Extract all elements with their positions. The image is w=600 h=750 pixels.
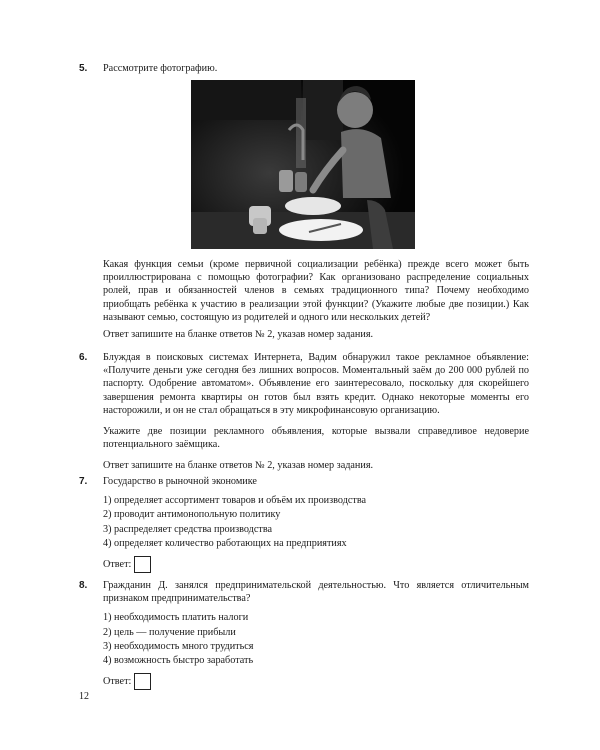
page-number: 12	[79, 691, 89, 702]
answer-option-4: 4) определяет количество работающих на предприятиях	[103, 537, 347, 549]
answer-instruction: Ответ запишите на бланке ответов № 2, указав номер задания.	[103, 329, 374, 341]
question-title: Государство в рыночной экономике	[103, 476, 257, 487]
answer-option-3: 3) необходимость много трудиться	[103, 640, 254, 652]
question-8	[79, 579, 529, 690]
answer-option-4: 4) возможность быстро заработать	[103, 655, 254, 667]
answer-box[interactable]	[134, 673, 151, 690]
answer-option-1: 1) необходимость платить налоги	[103, 612, 249, 624]
question-title: Гражданин Д. занялся предпринимательской деятельностью. Что является отличительным признаком предпринимательства?	[103, 580, 529, 605]
question-5	[79, 62, 529, 81]
question-title: Рассмотрите фотографию.	[103, 63, 218, 74]
question-7	[79, 475, 529, 573]
answer-option-1: 1) определяет ассортимент товаров и объём их производства	[103, 495, 367, 507]
answer-label: Ответ:	[103, 676, 132, 688]
photo-child-washing-dishes	[191, 80, 415, 249]
question-number: 8.	[79, 580, 88, 591]
question-number: 5.	[79, 63, 88, 74]
answer-instruction: Ответ запишите на бланке ответов № 2, указав номер задания.	[103, 460, 374, 472]
question-text: Какая функция семьи (кроме первичной социализации ребёнка) прежде всего может быть проиллюстрирована с помощью фотографии? Как организовано распределение социальных ролей, прав и обязанностей членов в семьях традиционного типа? Почему необходимо приобщать ребёнка к участию в реализации этой функции? (Укажите любые две позиции.) Как называют семью, состоящую из родителей и одного или нескольких детей?	[103, 259, 529, 323]
answer-option-2: 2) цель — получение прибыли	[103, 626, 236, 638]
answer-option-3: 3) распределяет средства производства	[103, 523, 273, 535]
question-number: 6.	[79, 352, 88, 363]
question-text: Блуждая в поисковых системах Интернета, Вадим обнаружил такое рекламное объявление: «Получите деньги уже сегодня без лишних вопросов. Моментальный заём до 200 000 рублей по паспорту. Одобрение автоматом». Объявление его заинтересовало, поскольку для скорейшего завершения ремонта квартиры он готов был взять кредит. Однако некоторые моменты его насторожили, и он не стал обращаться в эту микрофинансовую организацию.	[103, 352, 529, 416]
question-task: Укажите две позиции рекламного объявления, которые вызвали справедливое недоверие потенциального заёмщика.	[103, 426, 529, 451]
question-5-text	[79, 258, 529, 345]
answer-label: Ответ:	[103, 558, 132, 570]
answer-option-2: 2) проводит антимонопольную политику	[103, 509, 281, 521]
answer-box[interactable]	[134, 556, 151, 573]
answer-row	[103, 673, 529, 690]
question-number: 7.	[79, 476, 88, 487]
answer-row	[103, 556, 529, 573]
question-6	[79, 351, 529, 477]
